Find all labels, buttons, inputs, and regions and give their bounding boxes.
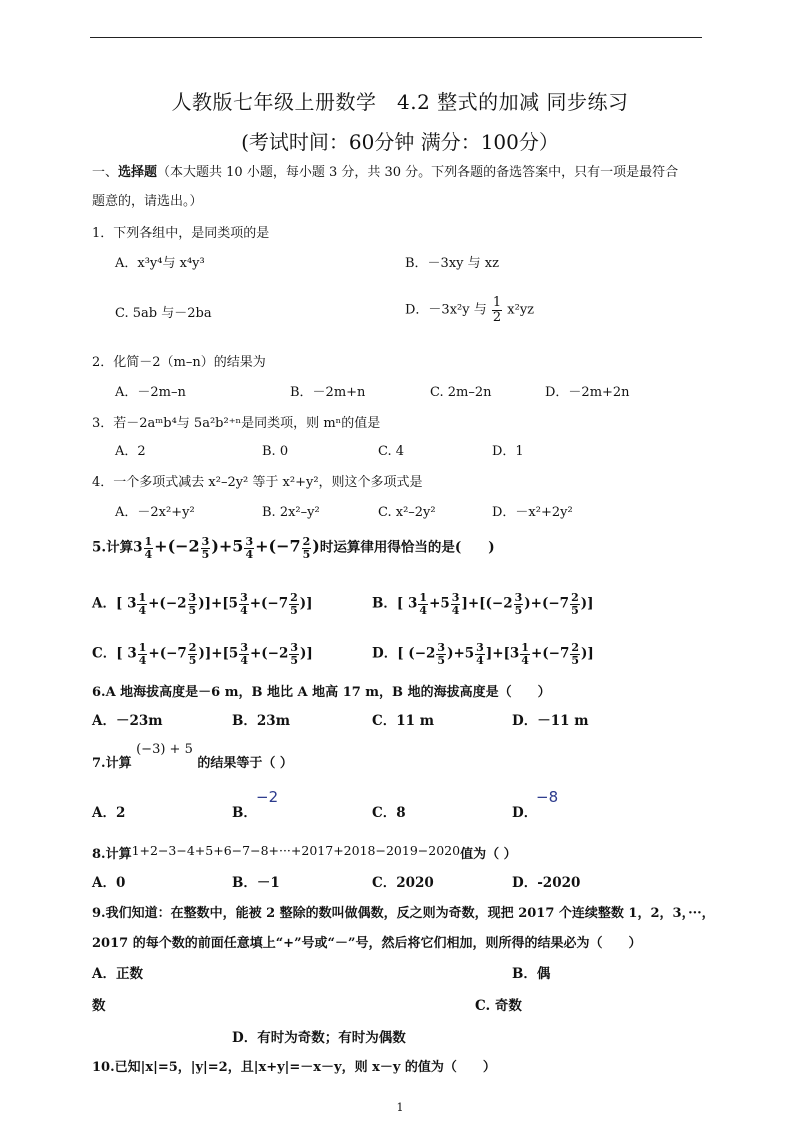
q2-option-c: C. 2m–2n — [430, 385, 492, 400]
q9-option-c: C. 奇数 — [475, 998, 522, 1014]
section-heading: 选择题 — [118, 165, 158, 180]
q4-option-a: A．－2x²+y² — [115, 505, 195, 520]
q2-option-b: B．－2m+n — [290, 385, 366, 400]
frac-3-5: $\frac{3}{5}$ — [201, 535, 210, 561]
page-subtitle: (考试时间：60分钟 满分：100分） — [241, 130, 559, 154]
q5-d-label: D． — [372, 645, 398, 662]
q7-option-a: A．2 — [92, 805, 126, 821]
q1-option-d — [405, 296, 534, 324]
q1-d-post: x²yz — [507, 302, 535, 318]
q7-option-c: C．8 — [372, 805, 406, 821]
q8-stem-post: 值为（ ） — [460, 847, 517, 862]
q1-d-num: 1 — [492, 295, 502, 310]
q9-option-b: B．偶 — [512, 966, 551, 982]
q5-stem: 5.计算3 $\frac{1}{4}$ +(−2 $\frac{3}{5}$ )+5 $\frac{3}{4}$ +(−7 $\frac{2}{5}$ )时运算律用得恰当的是( ) — [92, 535, 495, 561]
q8-option-d: D．-2020 — [512, 875, 581, 891]
section-heading-line1 — [92, 165, 678, 181]
frac-1-4: $\frac{1}{4}$ — [144, 535, 153, 561]
q1-d-fraction — [492, 296, 502, 324]
q8-expression: 1+2−3−4+5+6−7−8+···+2017+2018−2019−2020 — [131, 843, 461, 858]
header-rule — [90, 37, 702, 38]
q1-d-pre: D．－3x²y 与 — [405, 302, 487, 318]
q6-option-b: B．23m — [232, 713, 290, 729]
q3-stem: 3．若－2aᵐb⁴与 5a²b²⁺ⁿ是同类项，则 mⁿ的值是 — [92, 416, 381, 431]
q2-option-d: D．－2m+2n — [545, 385, 630, 400]
q5-option-d: D．[ (−2 $\frac{3}{5}$ )+5 $\frac{3}{4}$ ]+[3 $\frac{1}{4}$ +(−7 $\frac{2}{5}$ )] — [372, 641, 594, 667]
q5-stem-pre: 5.计算 — [92, 539, 134, 556]
section-desc-1: （本大题共 10 小题，每小题 3 分，共 30 分。下列各题的备选答案中，只有一项是最符合 — [157, 165, 679, 180]
q5-b-label: B． — [372, 595, 397, 612]
q5-option-a: A．[ 3 $\frac{1}{4}$ +(−2 $\frac{3}{5}$ )]+[5 $\frac{3}{4}$ +(−7 $\frac{2}{5}$ )] — [92, 591, 313, 617]
q2-stem: 2．化简－2（m–n）的结果为 — [92, 355, 266, 370]
q5-option-c: C．[ 3 $\frac{1}{4}$ +(−7 $\frac{2}{5}$ )]+[5 $\frac{3}{4}$ +(−2 $\frac{3}{5}$ )] — [92, 641, 313, 667]
frac-3-4: $\frac{3}{4}$ — [245, 535, 254, 561]
q9-line1: 9.我们知道：在整数中，能被 2 整除的数叫做偶数，反之则为奇数，现把 2017 个连续整数 1，2，3，···， — [92, 906, 715, 921]
q9-option-b-continued: 数 — [92, 998, 106, 1014]
q5-option-b: B．[ 3 $\frac{1}{4}$ +5 $\frac{3}{4}$ ]+[(−2 $\frac{3}{5}$ )+(−7 $\frac{2}{5}$ )] — [372, 591, 594, 617]
q9-option-d: D．有时为奇数；有时为偶数 — [232, 1030, 406, 1046]
q8-stem-pre: 8.计算 — [92, 847, 132, 862]
q7-stem — [92, 742, 293, 772]
page-number: 1 — [396, 1101, 404, 1114]
q1-stem: 1．下列各组中，是同类项的是 — [92, 226, 270, 241]
q8-option-b: B．－1 — [232, 875, 280, 891]
q9-option-a: A．正数 — [92, 966, 143, 982]
q9-line2: 2017 的每个数的前面任意填上“+”号或“－”号，然后将它们相加，则所得的结果必为（ ） — [92, 936, 642, 951]
q7-option-b: B． — [232, 805, 257, 821]
q7-stem-pre: 7.计算 — [92, 756, 132, 771]
q3-option-b: B. 0 — [262, 444, 289, 459]
q4-option-d: D．－x²+2y² — [492, 505, 573, 520]
q4-option-b: B. 2x²–y² — [262, 505, 320, 520]
q1-option-b: B．－3xy 与 xz — [405, 256, 499, 271]
q4-option-c: C. x²–2y² — [378, 505, 436, 520]
q6-option-a: A．－23m — [92, 713, 163, 729]
q7-option-d: D． — [512, 805, 538, 821]
q7-stem-post: 的结果等于（ ） — [197, 756, 293, 771]
q6-stem: 6.A 地海拔高度是－6 m，B 地比 A 地高 17 m，B 地的海拔高度是（ ） — [92, 685, 551, 700]
frac-2-5: $\frac{2}{5}$ — [302, 535, 311, 561]
q5-stem-post: 时运算律用得恰当的是( ) — [319, 539, 495, 556]
q4-stem: 4．一个多项式减去 x²–2y² 等于 x²+y²，则这个多项式是 — [92, 475, 423, 490]
q2-option-a: A．－2m–n — [115, 385, 186, 400]
q7-option-d-value: −8 — [536, 788, 559, 806]
page-title: 人教版七年级上册数学 4.2 整式的加减 同步练习 — [171, 90, 629, 114]
q5-a-label: A． — [92, 595, 116, 612]
q1-option-c: C. 5ab 与－2ba — [115, 306, 212, 321]
q3-option-a: A．2 — [115, 444, 146, 459]
q8-option-a: A．0 — [92, 875, 126, 891]
section-desc-2: 题意的，请选出。） — [92, 194, 203, 209]
q1-d-den: 2 — [492, 309, 502, 325]
q3-option-d: D．1 — [492, 444, 524, 459]
q7-option-b-value: −2 — [256, 788, 279, 806]
q8-stem — [92, 843, 517, 863]
section-prefix: 一、 — [92, 165, 119, 180]
q6-option-d: D．－11 m — [512, 713, 589, 729]
q3-option-c: C. 4 — [378, 444, 405, 459]
q10-stem: 10.已知|x|=5，|y|=2，且|x+y|=－x－y，则 x－y 的值为（ ） — [92, 1060, 496, 1075]
q6-option-c: C．11 m — [372, 713, 435, 729]
q7-expression: (−3) + 5 — [136, 742, 193, 757]
q1-option-a: A．x³y⁴与 x⁴y³ — [115, 256, 205, 271]
q5-c-label: C． — [92, 645, 117, 662]
q8-option-c: C．2020 — [372, 875, 434, 891]
